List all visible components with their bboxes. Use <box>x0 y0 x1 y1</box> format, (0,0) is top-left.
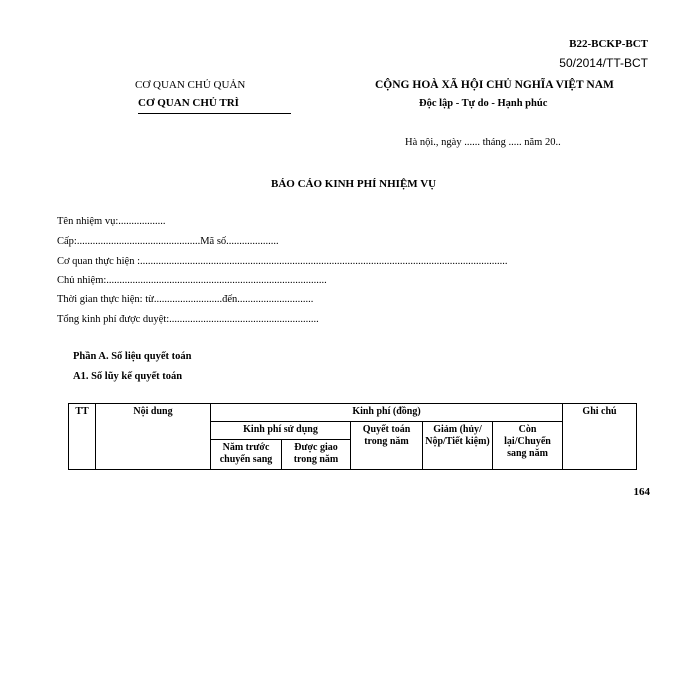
managing-agency: CƠ QUAN CHỦ QUẢN <box>135 79 246 91</box>
circular-number: 50/2014/TT-BCT <box>559 56 648 70</box>
col-remaining: Còn lại/Chuyển sang năm <box>493 422 563 470</box>
col-used-group: Kinh phí sử dụng <box>211 422 351 440</box>
motto: Độc lập - Tự do - Hạnh phúc <box>419 98 548 109</box>
nation-header: CỘNG HOÀ XÃ HỘI CHỦ NGHĨA VIỆT NAM <box>375 79 614 91</box>
agency-field: Cơ quan thực hiện :............................................................................................................................................ <box>57 256 508 267</box>
form-code: B22-BCKP-BCT <box>569 38 648 50</box>
col-budget-group: Kinh phí (đồng) <box>211 404 563 422</box>
place-date: Hà nội., ngày ...... tháng ..... năm 20.. <box>405 137 561 148</box>
document-title: BÁO CÁO KINH PHÍ NHIỆM VỤ <box>271 178 437 190</box>
col-prev-year: Năm trước chuyển sang <box>211 440 282 470</box>
leader-field: Chủ nhiệm:.................................................................................... <box>57 275 327 286</box>
col-note: Ghi chú <box>563 404 637 470</box>
budget-table <box>68 403 637 470</box>
col-reduced: Giảm (hủy/ Nộp/Tiết kiệm) <box>423 422 493 470</box>
page-number: 164 <box>633 486 650 498</box>
level-field: Cấp:...............................................Mã số.................... <box>57 236 279 247</box>
host-agency: CƠ QUAN CHỦ TRÌ <box>138 97 291 114</box>
budget-field: Tổng kinh phí được duyệt:......................................................... <box>57 314 319 325</box>
time-field: Thời gian thực hiện: từ..........................đến............................. <box>57 294 314 305</box>
section-a1: A1. Số lũy kế quyết toán <box>73 371 183 382</box>
col-content: Nội dung <box>96 404 211 470</box>
section-part-a: Phần A. Số liệu quyết toán <box>73 351 192 362</box>
col-this-year: Được giao trong năm <box>282 440 351 470</box>
col-tt: TT <box>69 404 96 470</box>
col-settled: Quyết toán trong năm <box>351 422 423 470</box>
task-name-field: Tên nhiệm vụ:.................. <box>57 216 166 227</box>
